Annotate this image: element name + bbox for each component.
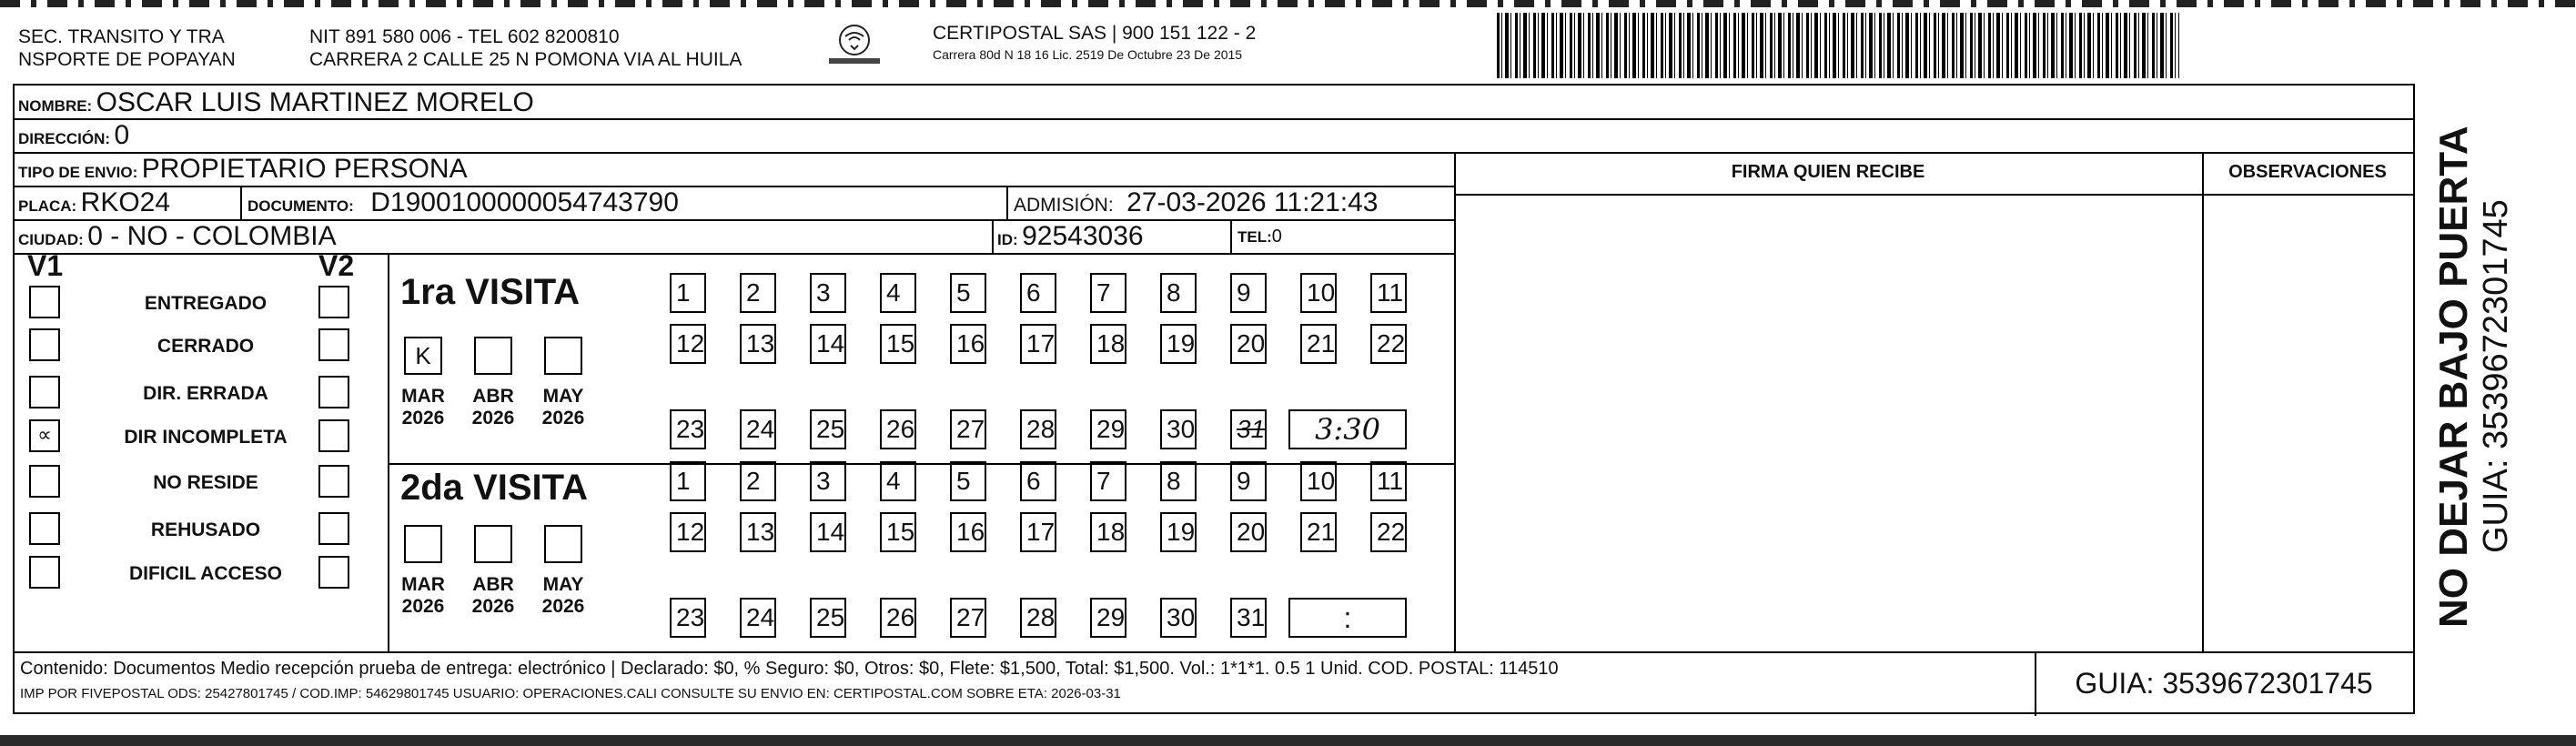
v1-checkbox[interactable] (29, 465, 60, 498)
visit2-day-box[interactable]: 9 (1230, 461, 1267, 501)
month-name: ABR (472, 574, 514, 595)
visit2-day-box[interactable]: 2 (740, 461, 776, 501)
visit2-time[interactable] (1288, 598, 1407, 638)
reason-label: REHUSADO (150, 519, 261, 540)
placa-label: PLACA: (18, 197, 77, 215)
side-guia: GUIA: 3539672301745 (2477, 199, 2515, 553)
visit1-day-box[interactable]: 7 (1090, 273, 1126, 313)
visit2-day-box[interactable]: 18 (1090, 512, 1126, 552)
v2-checkbox[interactable] (318, 512, 349, 545)
visit1-month-checkbox[interactable] (474, 337, 512, 375)
side-warning: NO DEJAR BAJO PUERTA (2431, 126, 2476, 628)
visit1-day-box[interactable]: 31 (1230, 409, 1267, 449)
v1-label: V1 (27, 249, 64, 282)
visit2-day-box[interactable]: 31 (1230, 598, 1267, 638)
nombre-label: NOMBRE: (18, 97, 93, 115)
documento-value: D1900100000054743790 (370, 187, 679, 217)
documento-label: DOCUMENTO: (247, 197, 354, 215)
visit1-day-box[interactable]: 11 (1370, 273, 1407, 313)
month-year: 2026 (471, 408, 515, 428)
company-info (933, 22, 1256, 65)
month-name: ABR (472, 386, 514, 407)
ciudad-field (18, 219, 337, 258)
visit2-day-box[interactable]: 19 (1160, 512, 1197, 552)
visit2-day-box[interactable]: 27 (950, 598, 986, 638)
certipostal-logo (823, 22, 885, 73)
visit1-day-box[interactable]: 9 (1230, 273, 1267, 313)
visit2-time-value: : (1343, 601, 1352, 634)
sender-details (309, 25, 742, 71)
visit2-day-box[interactable]: 15 (880, 512, 916, 552)
sender-name (18, 25, 236, 71)
visit1-day-box[interactable]: 21 (1300, 324, 1337, 364)
visit2-day-box[interactable]: 11 (1370, 461, 1407, 501)
tel-field (1237, 219, 1282, 256)
month-name: MAY (542, 574, 584, 595)
v1-checkbox[interactable] (29, 376, 60, 408)
visit2-day-box[interactable]: 5 (950, 461, 986, 501)
visit2-day-box[interactable]: 16 (950, 512, 986, 552)
visit2-day-box[interactable]: 21 (1300, 512, 1337, 552)
id-value: 92543036 (1022, 221, 1144, 251)
month-year: 2026 (541, 596, 585, 617)
company-line: CERTIPOSTAL SAS | 900 151 122 - 2 (933, 23, 1257, 44)
sender-line-2: NSPORTE DE POPAYAN (18, 49, 236, 70)
tel-value: 0 (1271, 227, 1282, 247)
reason-label: DIR. ERRADA (143, 383, 268, 404)
id-field (997, 219, 1144, 258)
reason-label: DIFICIL ACCESO (128, 563, 282, 584)
month-name: MAR (401, 386, 445, 407)
visit1-day-box[interactable]: 30 (1160, 409, 1197, 449)
visit1-month-checkbox[interactable] (544, 337, 582, 375)
visit1-day-box[interactable]: 1 (670, 273, 706, 313)
visit1-day-box[interactable]: 14 (810, 324, 846, 364)
visit1-day-box[interactable]: 28 (1020, 409, 1056, 449)
placa-value: RKO24 (80, 187, 171, 217)
visit1-day-box[interactable]: 18 (1090, 324, 1126, 364)
month-year: 2026 (401, 408, 445, 428)
visit1-day-box[interactable]: 25 (810, 409, 846, 449)
v2-label: V2 (318, 249, 355, 282)
id-label: ID: (997, 231, 1018, 248)
visit1-day-box[interactable]: 17 (1020, 324, 1056, 364)
visit1-day-box[interactable]: 26 (880, 409, 916, 449)
reason-label: NO RESIDE (153, 472, 258, 493)
visit2-day-box[interactable]: 10 (1300, 461, 1337, 501)
visit2-day-box[interactable]: 4 (880, 461, 916, 501)
visit1-month-label (536, 386, 591, 429)
v2-checkbox[interactable] (318, 556, 349, 589)
visit1-day-box[interactable]: 3 (810, 273, 846, 313)
visit2-day-box[interactable]: 6 (1020, 461, 1056, 501)
visit1-day-box[interactable]: 20 (1230, 324, 1267, 364)
visit2-title: 2da VISITA (400, 468, 588, 508)
visit1-title: 1ra VISITA (400, 272, 581, 312)
visit1-day-box[interactable]: 6 (1020, 273, 1056, 313)
visit2-day-box[interactable]: 14 (810, 512, 846, 552)
visit2-day-box[interactable]: 30 (1160, 598, 1197, 638)
visit2-month-label (536, 574, 591, 618)
v2-checkbox[interactable] (318, 465, 349, 498)
visit2-day-box[interactable]: 25 (810, 598, 846, 638)
visit1-day-box[interactable]: 13 (740, 324, 776, 364)
month-year: 2026 (401, 596, 445, 617)
visit2-day-box[interactable]: 8 (1160, 461, 1197, 501)
visit2-day-box[interactable]: 28 (1020, 598, 1056, 638)
visit1-day-box[interactable]: 15 (880, 324, 916, 364)
barcode (1497, 13, 2179, 78)
firma-label: FIRMA QUIEN RECIBE (1731, 162, 1925, 182)
visit1-month-label (466, 386, 520, 429)
v1-checkbox[interactable] (29, 286, 60, 318)
reason-label: DIR INCOMPLETA (124, 427, 288, 448)
direccion-label: DIRECCIÓN: (18, 130, 111, 147)
footer-imp-line: IMP POR FIVEPOSTAL ODS: 25427801745 / COD.IMP: 54629801745 USUARIO: OPERACIONES.CALI CONSULTE SU ENVIO EN: CERTIPOSTAL.COM SOBRE ETA: 2026-03-31 (20, 686, 1121, 701)
visit1-day-box[interactable]: 23 (670, 409, 706, 449)
visit1-day-box[interactable]: 2 (740, 273, 776, 313)
v2-checkbox[interactable] (318, 328, 349, 361)
visit1-time-value: 3:30 (1315, 412, 1380, 447)
v1-checkbox[interactable]: ∝ (29, 419, 60, 452)
ciudad-label: CIUDAD: (18, 231, 84, 248)
visit1-day-box[interactable]: 27 (950, 409, 986, 449)
visit2-month-checkbox[interactable] (544, 525, 582, 563)
footer-contenido: Contenido: Documentos Medio recepción prueba de entrega: electrónico | Declarado: $0, % Seguro: $0, Otros: $0, Flete: $1,500, Total: $1,500. Vol.: 1*1*1. 0.5 1 Unid. COD. POSTAL: 114510 (20, 659, 1559, 679)
visit1-day-box[interactable]: 22 (1370, 324, 1407, 364)
visit2-day-box[interactable]: 12 (670, 512, 706, 552)
visit1-day-box[interactable]: 5 (950, 273, 986, 313)
visit1-month-label (396, 386, 450, 429)
visit2-day-box[interactable]: 26 (880, 598, 916, 638)
visit2-day-box[interactable]: 3 (810, 461, 846, 501)
visit2-day-box[interactable]: 17 (1020, 512, 1056, 552)
visit2-day-box[interactable]: 29 (1090, 598, 1126, 638)
delivery-form (13, 84, 2415, 714)
reason-label: ENTREGADO (144, 293, 268, 314)
visit1-month-checkbox[interactable]: K (404, 337, 442, 375)
visit1-day-box[interactable]: 10 (1300, 273, 1337, 313)
observaciones-label: OBSERVACIONES (2228, 162, 2387, 182)
visit2-month-checkbox[interactable] (474, 525, 512, 563)
visit1-day-box[interactable]: 19 (1160, 324, 1197, 364)
visit1-day-box[interactable]: 24 (740, 409, 776, 449)
month-name: MAR (401, 574, 445, 595)
footer-guia: GUIA: 3539672301745 (2075, 667, 2373, 700)
v2-checkbox[interactable] (318, 376, 349, 408)
visit2-month-label (396, 574, 450, 618)
visit2-day-box[interactable]: 13 (740, 512, 776, 552)
admision-value: 27-03-2026 11:21:43 (1126, 187, 1379, 217)
visit2-month-label (466, 574, 520, 618)
tipo-envio-label: TIPO DE ENVIO: (18, 164, 138, 181)
visit2-day-box[interactable]: 23 (670, 598, 706, 638)
tipo-envio-value: PROPIETARIO PERSONA (141, 154, 468, 184)
visit1-day-box[interactable]: 29 (1090, 409, 1126, 449)
visit2-day-box[interactable]: 7 (1090, 461, 1126, 501)
reason-label: CERRADO (157, 336, 255, 357)
direccion-value: 0 (114, 120, 130, 150)
visit2-day-box[interactable]: 20 (1230, 512, 1267, 552)
bottom-edge (0, 735, 2576, 746)
nombre-value: OSCAR LUIS MARTINEZ MORELO (96, 87, 534, 117)
visit1-day-box[interactable]: 4 (880, 273, 916, 313)
v1-checkbox[interactable] (29, 556, 60, 589)
v2-checkbox[interactable] (318, 286, 349, 318)
month-name: MAY (542, 386, 584, 407)
visit1-time[interactable] (1288, 409, 1407, 449)
visit2-day-box[interactable]: 24 (740, 598, 776, 638)
visit2-day-box[interactable]: 22 (1370, 512, 1407, 552)
tel-label: TEL: (1237, 228, 1272, 246)
visit1-day-box[interactable]: 16 (950, 324, 986, 364)
address-line: CARRERA 2 CALLE 25 N POMONA VIA AL HUILA (309, 49, 742, 70)
admision-label: ADMISIÓN: (1014, 195, 1114, 216)
month-year: 2026 (471, 596, 515, 617)
nit-line: NIT 891 580 006 - TEL 602 8200810 (309, 26, 620, 47)
v1-checkbox[interactable] (29, 512, 60, 545)
month-year: 2026 (541, 408, 585, 428)
v1-checkbox[interactable] (29, 328, 60, 361)
visit2-month-checkbox[interactable] (404, 525, 442, 563)
license-line: Carrera 80d N 18 16 Lic. 2519 De Octubre 23 De 2015 (933, 47, 1243, 62)
visit2-day-box[interactable]: 1 (670, 461, 706, 501)
top-edge-dashes (0, 0, 2576, 7)
visit1-day-box[interactable]: 12 (670, 324, 706, 364)
ciudad-value: 0 - NO - COLOMBIA (87, 221, 337, 251)
sender-line-1: SEC. TRANSITO Y TRA (18, 26, 225, 47)
v2-checkbox[interactable] (318, 419, 349, 452)
visit1-day-box[interactable]: 8 (1160, 273, 1197, 313)
